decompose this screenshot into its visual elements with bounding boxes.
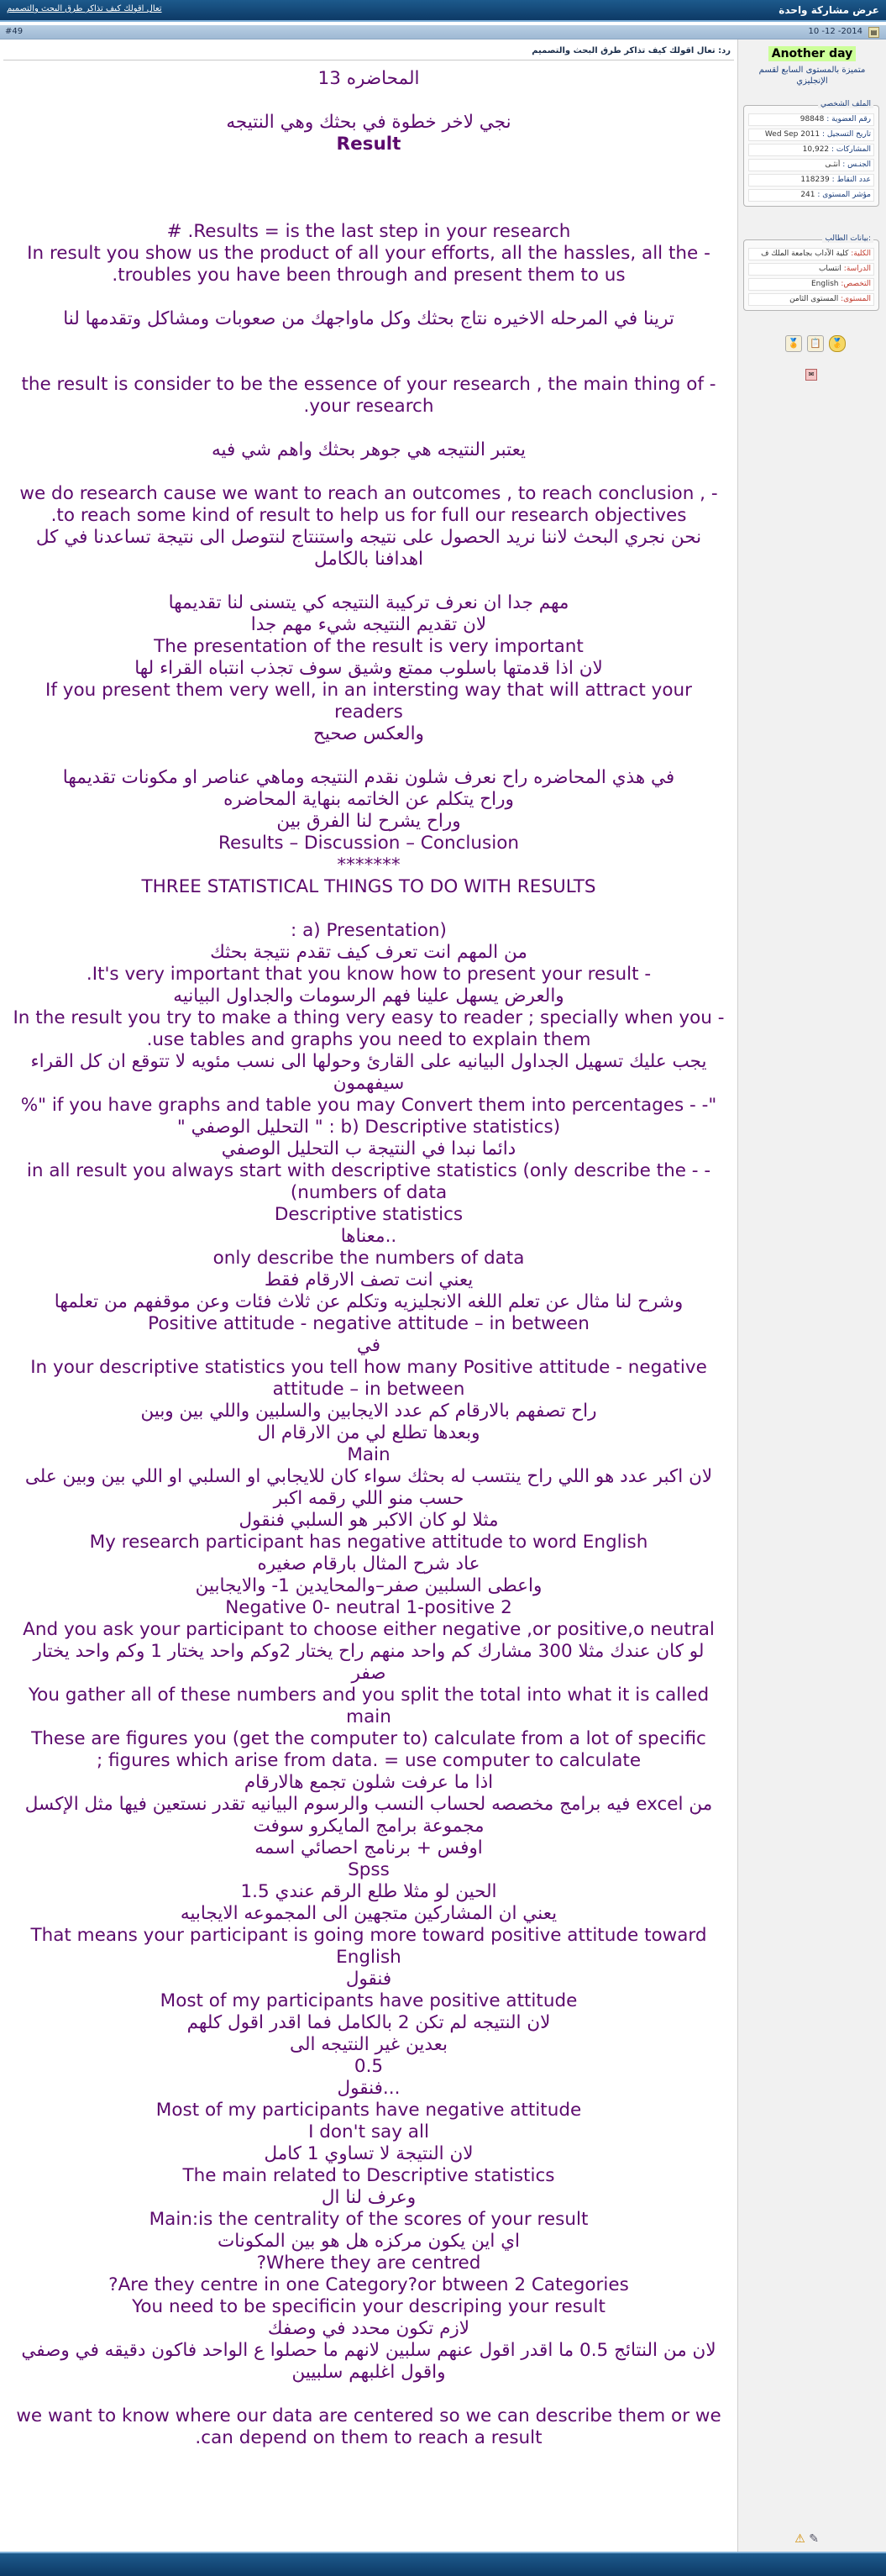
post-line: Main xyxy=(347,1444,391,1465)
medals xyxy=(780,334,846,354)
profile-label: عدد النقاط : xyxy=(831,176,871,184)
post-line: Most of my participants have negative attitude xyxy=(155,2100,582,2121)
post-line: لان اذا قدمتها باسلوب ممتع وشيق سوف تجذب انتباه القراء لها xyxy=(134,658,603,679)
post-line: You gather all of these numbers and you split the total into what it is called xyxy=(28,1685,710,1706)
post-line xyxy=(0,2384,737,2405)
post-line: لازم تكون محدد في وصفك xyxy=(267,2318,470,2339)
post-line: readers xyxy=(334,702,403,723)
post-icon: ▤ xyxy=(868,27,879,38)
post-line: In your descriptive statistics you tell how many Positive attitude - negative xyxy=(30,1357,707,1378)
post-line xyxy=(0,177,737,199)
post-line: If you present them very well, in an intersting way that will attract your xyxy=(45,680,692,701)
post-line: دائما نبدا في النتيجة ب التحليل الوصفي xyxy=(221,1138,516,1159)
post-line: Main:is the centrality of the scores of your result xyxy=(149,2209,589,2230)
post-body xyxy=(0,68,737,2449)
post-line: The main related to Descriptive statistics xyxy=(182,2165,555,2186)
study-label: المستوى: xyxy=(841,295,871,303)
profile-row xyxy=(748,159,874,171)
user-title: متميزة بالمستوى السابع لقسم الإنجليزي xyxy=(758,66,866,86)
user-sidebar xyxy=(737,39,886,2552)
post-line: we want to know where our data are centered so we can describe them or we xyxy=(16,2405,721,2426)
post-line: وشرح لنا مثال عن تعلم اللغه الانجليزيه وتكلم عن ثلاث فئات وعن موقفهم من تعلمها xyxy=(54,1291,684,1312)
post-line: ; figures which arise from data. = use computer to calculate xyxy=(96,1750,642,1771)
profile-row xyxy=(748,144,874,156)
post-line: يعني انت تصف الارقام فقط xyxy=(264,1270,474,1291)
post-line xyxy=(0,90,737,112)
post-line: اي اين يكون مركزه هل هو بين المكونات xyxy=(217,2231,521,2252)
post-line: حسب منو اللي رقمه اكبر xyxy=(273,1488,464,1509)
study-label: التخصص: xyxy=(841,280,871,288)
post-line: اهدافنا بالكامل xyxy=(313,549,424,570)
post-line: يعتبر النتيجه هي جوهر بحثك واهم شي فيه xyxy=(212,439,526,460)
post-line: .your research xyxy=(303,396,434,417)
award-icon[interactable]: ✉ xyxy=(805,369,817,381)
post-line: صفر xyxy=(351,1663,386,1684)
study-row xyxy=(748,248,874,260)
post-line: You need to be specificin your descriping your result xyxy=(132,2296,606,2317)
post-content xyxy=(0,39,737,2552)
study-row xyxy=(748,293,874,306)
post-line: لان النتيجه لم تكن 2 بالكامل فما اقدر اقول كلهم xyxy=(186,2012,551,2033)
profile-label: الجنـس : xyxy=(842,160,871,169)
post-line: معناها.. xyxy=(340,1226,397,1247)
post-line: نجي لاخر خطوة في بحثك وهي النتيجه xyxy=(226,112,511,133)
post-line: These are figures you (get the computer to) calculate from a lot of specific xyxy=(31,1728,706,1749)
top-bar xyxy=(0,0,886,22)
post-line: يعني ان المشاركين متجهين الى المجموعه الايجابيه xyxy=(180,1903,558,1924)
post-line: .to reach some kind of result to help us for full our research objectives xyxy=(50,505,687,526)
post-line: اوفس + برنامج احصائي اسمه xyxy=(254,1837,483,1858)
post-line: اذا ما عرفت شلون تجمع هالارقام xyxy=(244,1772,494,1793)
post-line: لان اكبر عدد هو اللي راح ينتسب له بحثك سواء كان للايجابي او السلبي او اللي بين وبين على xyxy=(24,1466,713,1487)
post-line: Results – Discussion – Conclusion xyxy=(218,833,519,854)
post-line: The presentation of the result is very important xyxy=(154,636,584,657)
post-line: (numbers of data xyxy=(290,1182,448,1203)
reply-title: رد: تعال اقولك كيف تذاكر طرق البحث والتصميم xyxy=(532,46,731,55)
post-line: Negative 0- neutral 1-positive 2 xyxy=(225,1597,512,1618)
profile-value: Wed Sep 2011 xyxy=(764,130,820,139)
post-line: .use tables and graphs you need to explain them xyxy=(146,1029,591,1050)
post-line: Positive attitude - negative attitude – in between xyxy=(148,1313,590,1334)
profile-label: رقم العضوية : xyxy=(826,115,871,124)
post-line xyxy=(0,745,737,767)
post-line: من المهم انت تعرف كيف تقدم نتيجة بحثك xyxy=(210,942,527,963)
post-line: لان النتيجة لا تساوي 1 كامل xyxy=(264,2143,474,2164)
post-line: لان من النتائج 0.5 ما اقدر اقول عنهم سلبين لانهم ما حصلوا ع الواحد فاكون دقيقه في وصفي xyxy=(21,2340,716,2361)
post-line xyxy=(0,330,737,352)
post-line: In result you show us the product of all your efforts, all the hassles, all the - xyxy=(27,243,710,264)
post-line: That means your participant is going more toward positive attitude toward xyxy=(30,1925,707,1946)
post-line: في هذي المحاضره راح نعرف شلون نقدم النتيجه وماهي عناصر او مكونات تقديمها xyxy=(62,767,675,788)
post-line: بعدين غير النتيجه الى xyxy=(290,2034,448,2055)
post-line: نحن نجري البحث لاننا نريد الحصول على نتيجه واستنتاج لنتوصل الى نتيجة تساعدنا في كل xyxy=(35,527,702,548)
study-value: كلية الآداب بجامعة الملك ف xyxy=(761,250,849,258)
post-line: In the result you try to make a thing very easy to reader ; specially when you - xyxy=(13,1007,725,1028)
profile-row xyxy=(748,189,874,202)
profile-row xyxy=(748,174,874,187)
clipboard-medal-icon[interactable]: 📋 xyxy=(807,335,824,352)
post-line: فيه برامج مخصصه لحساب النسب والرسوم البيانيه تقدر نستعين فيها مثل الإكسل excel من xyxy=(24,1794,713,1815)
post-line: سيفهمون xyxy=(333,1073,405,1094)
report-icon[interactable]: ⚠ xyxy=(794,2532,805,2546)
study-row xyxy=(748,278,874,291)
username[interactable]: Another day xyxy=(768,46,856,61)
post-line: يجب عليك تسهيل الجداول البيانيه على القارئ وحولها الى نسب مئويه لا تتوقع ان كل القراء xyxy=(30,1051,707,1072)
post-line xyxy=(0,418,737,439)
post-number[interactable]: #49 xyxy=(5,27,24,36)
profile-value: 10,922 xyxy=(802,145,830,154)
study-value: انتساب xyxy=(818,265,841,273)
post-line xyxy=(0,898,737,920)
post-line: وبعدها تطلع لي من الارقام ال xyxy=(257,1422,480,1443)
post-line: في xyxy=(356,1335,381,1356)
study-row xyxy=(748,263,874,276)
post-line: Most of my participants have positive attitude xyxy=(160,1990,578,2011)
post-line xyxy=(0,461,737,483)
profile-label: المشاركات : xyxy=(831,145,871,154)
thread-link[interactable]: تعال اقولك كيف تذاكر طرق البحث والتصميم xyxy=(7,4,162,13)
post-line: in all result you always start with descriptive statistics (only describe the - - xyxy=(26,1160,711,1181)
post-line: " التحليل الوصفي " : b) Descriptive statistics) xyxy=(176,1117,561,1138)
post-line xyxy=(0,352,737,374)
gold-medal-icon[interactable]: 🥇 xyxy=(829,335,846,352)
bottom-bar xyxy=(0,2552,886,2576)
post-line: مثلا لو كان الاكبر هو السلبي فنقول xyxy=(239,1510,499,1531)
profile-value: 98848 xyxy=(799,115,825,124)
post-line: I don't say all xyxy=(308,2121,429,2142)
profile-value: 118239 xyxy=(800,176,830,184)
profile-value: 241 xyxy=(800,191,815,199)
profile-row xyxy=(748,113,874,126)
post-line: # .Results = is the last step in your research xyxy=(166,221,571,242)
post-line: ******* xyxy=(337,854,401,875)
student-info-box xyxy=(743,234,879,311)
post-line: عاد شرح المثال بارقام صغيره xyxy=(257,1553,480,1575)
post-line: مهم جدا ان نعرف تركيبة النتيجه كي يتسنى لنا تقديمها xyxy=(168,592,569,613)
quote-icon[interactable]: ✎ xyxy=(809,2532,819,2546)
post-header-strip xyxy=(0,25,886,39)
post-line: وراح يتكلم عن الخاتمه بنهاية المحاضره xyxy=(223,789,514,810)
post-line: we do research cause we want to reach an outcomes , to reach conclusion , - xyxy=(19,483,718,504)
post-line xyxy=(0,287,737,308)
post-line: فنقول... xyxy=(337,2078,401,2099)
post-line: Result xyxy=(336,134,401,155)
post-line xyxy=(0,199,737,221)
post-line: وعرف لنا ال xyxy=(321,2187,417,2208)
post-line: : a) Presentation) xyxy=(291,920,447,941)
post-line: main xyxy=(346,1706,391,1727)
window-title: عرض مشاركة واحدة xyxy=(779,4,879,16)
study-label: الكلية: xyxy=(851,250,871,258)
post-line: English xyxy=(336,1947,401,1968)
post-line: %" if you have graphs and table you may Convert them into percentages - -" xyxy=(20,1095,717,1116)
post-line: attitude – in between xyxy=(272,1379,465,1400)
post-date: 10 -12 -2014 xyxy=(808,27,862,36)
post-line: only describe the numbers of data xyxy=(212,1248,525,1269)
post-line: ترينا في المرحله الاخيره نتاج بحثك وكل ماواجهك من صعوبات ومشاكل وتقدمها لنا xyxy=(63,308,674,329)
post-line: والعرض يسهل علينا فهم الرسومات والجداول البيانيه xyxy=(173,986,564,1007)
post-line: لان تقديم النتيجه شيء مهم جدا xyxy=(250,614,487,635)
profile-row xyxy=(748,129,874,141)
post-line: واعطى السلبين صفر–والمحايدين 1- والايجابين xyxy=(195,1575,543,1596)
post-line: THREE STATISTICAL THINGS TO DO WITH RESULTS xyxy=(141,876,596,897)
post-line: .It's very important that you know how to present your result - xyxy=(86,964,652,985)
post-line: My research participant has negative attitude to word English xyxy=(89,1532,648,1553)
post-line: فنقول xyxy=(345,1969,392,1990)
profile-box xyxy=(743,100,879,207)
study-value: English xyxy=(810,280,839,288)
post-line: And you ask your participant to choose either negative ,or positive,o neutral xyxy=(23,1619,715,1640)
post-line: لو كان عندك مثلا 300 مشارك كم واحد منهم راح يختار 2وكم واحد يختار 1 وكم واحد يختار xyxy=(33,1641,705,1662)
post-line: .troubles you have been through and present them to us xyxy=(112,265,626,286)
post-line: ?Where they are centred xyxy=(256,2253,481,2274)
post-line: الحين لو مثلا طلع الرقم عندي 1.5 xyxy=(240,1881,497,1902)
study-value: المستوى الثامن xyxy=(789,295,839,303)
profile-label: مؤشر المستوى : xyxy=(817,191,871,199)
post-line xyxy=(0,155,737,177)
post-line: Descriptive statistics xyxy=(274,1204,464,1225)
post-line: وراح يشرح لنا الفرق بين xyxy=(276,811,461,832)
post-line: Spss xyxy=(348,1859,390,1880)
post-line: واقول اغلبهم سلبيين xyxy=(291,2362,446,2383)
profile-legend: الملف الشخصي xyxy=(818,100,873,108)
profile-value: أنثـى xyxy=(825,160,841,169)
post-line: .can depend on them to reach a result xyxy=(195,2427,543,2448)
post-line: ?Are they centre in one Category?or btween 2 Categories xyxy=(108,2274,629,2295)
post-line xyxy=(0,570,737,592)
profile-label: تاريخ التسجيل : xyxy=(822,130,871,139)
post-line: راح تصفهم بالارقام كم عدد الايجابين والسلبين واللي بين وبين xyxy=(140,1401,597,1422)
post-line: المحاضره 13 xyxy=(317,68,420,89)
post-line: مجموعة برامج المايكرو سوفت xyxy=(253,1816,485,1837)
medal-icon[interactable]: 🏅 xyxy=(785,335,802,352)
post-line: 0.5 xyxy=(354,2056,384,2077)
student-legend: بيانات الطالب: xyxy=(822,234,873,243)
post-line: the result is consider to be the essence of your research , the main thing of - xyxy=(21,374,716,395)
study-label: الدراسة: xyxy=(843,265,871,273)
post-line: والعكس صحيح xyxy=(313,723,424,744)
